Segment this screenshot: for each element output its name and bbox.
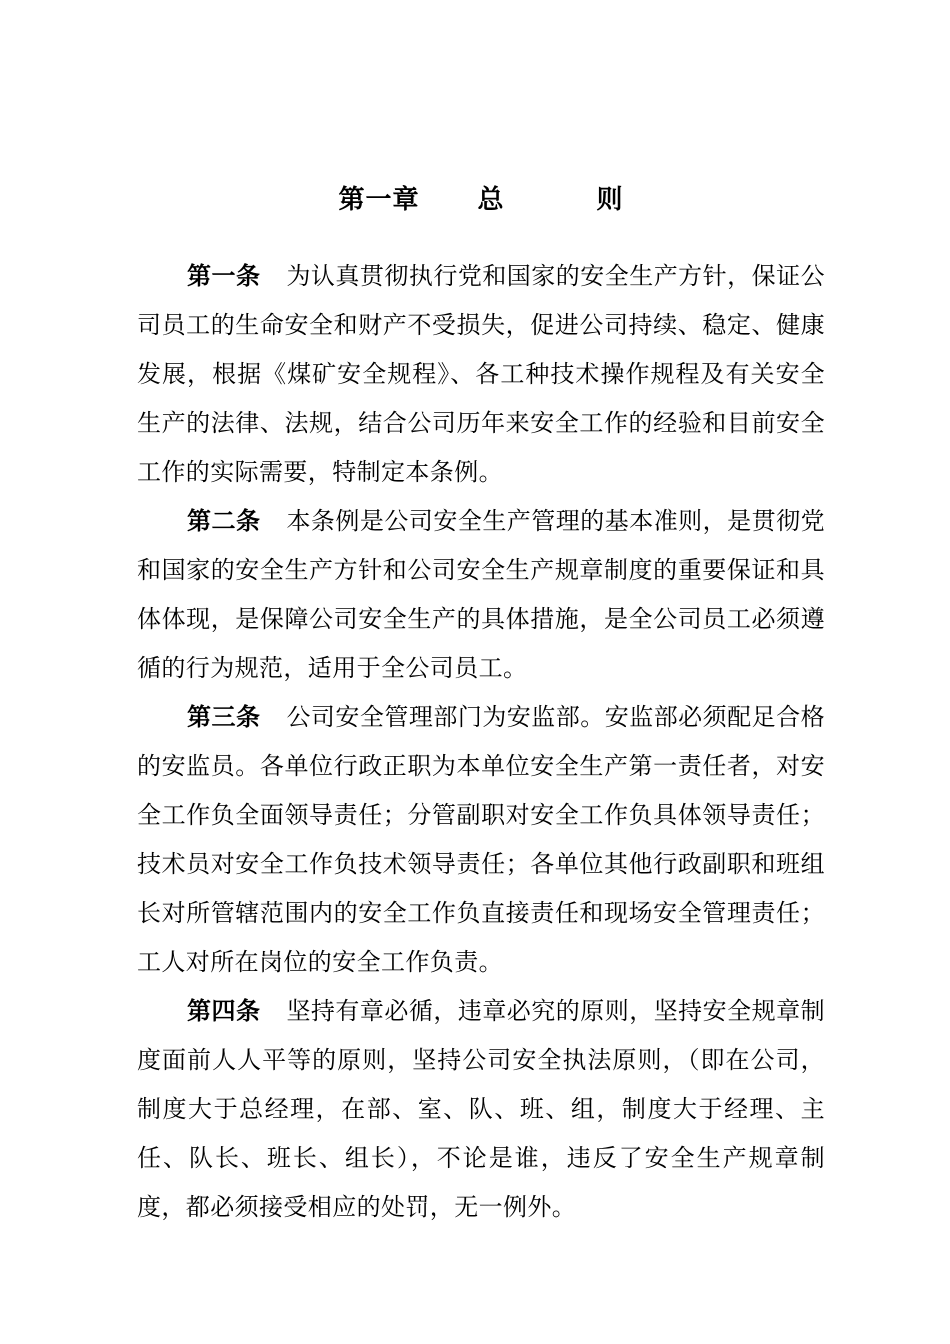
article-label: 第三条 — [187, 703, 261, 731]
article-2 — [137, 497, 825, 693]
chapter-title-part1: 总 — [477, 185, 505, 215]
article-4 — [137, 987, 825, 1232]
article-1 — [137, 252, 825, 497]
article-text: 坚持有章必循，违章必究的原则，坚持安全规章制度面前人人平等的原则，坚持公司安全执法原则，（即在公司，制度大于总经理，在部、室、队、班、组，制度大于经理、主任、队长、班长、组长），不论是谁，违反了安全生产规章制度，都必须接受相应的处罚，无一例外。 — [137, 997, 825, 1221]
article-label: 第二条 — [187, 507, 261, 535]
chapter-title-part2: 则 — [596, 185, 624, 215]
article-label: 第四条 — [187, 997, 261, 1025]
chapter-title — [137, 178, 825, 222]
article-text: 公司安全管理部门为安监部。安监部必须配足合格的安监员。各单位行政正职为本单位安全生产第一责任者，对安全工作负全面领导责任；分管副职对安全工作负具体领导责任；技术员对安全工作负技术领导责任；各单位其他行政副职和班组长对所管辖范围内的安全工作负直接责任和现场安全管理责任；工人对所在岗位的安全工作负责。 — [137, 703, 825, 976]
document-page — [137, 178, 825, 1232]
article-label: 第一条 — [187, 262, 261, 290]
chapter-number: 第一章 — [338, 185, 420, 215]
article-3 — [137, 693, 825, 987]
article-text: 本条例是公司安全生产管理的基本准则，是贯彻党和国家的安全生产方针和公司安全生产规章制度的重要保证和具体体现，是保障公司安全生产的具体措施，是全公司员工必须遵循的行为规范，适用于全公司员工。 — [137, 507, 825, 682]
article-text: 为认真贯彻执行党和国家的安全生产方针，保证公司员工的生命安全和财产不受损失，促进公司持续、稳定、健康发展，根据《煤矿安全规程》、各工种技术操作规程及有关安全生产的法律、法规，结合公司历年来安全工作的经验和目前安全工作的实际需要，特制定本条例。 — [137, 262, 825, 486]
